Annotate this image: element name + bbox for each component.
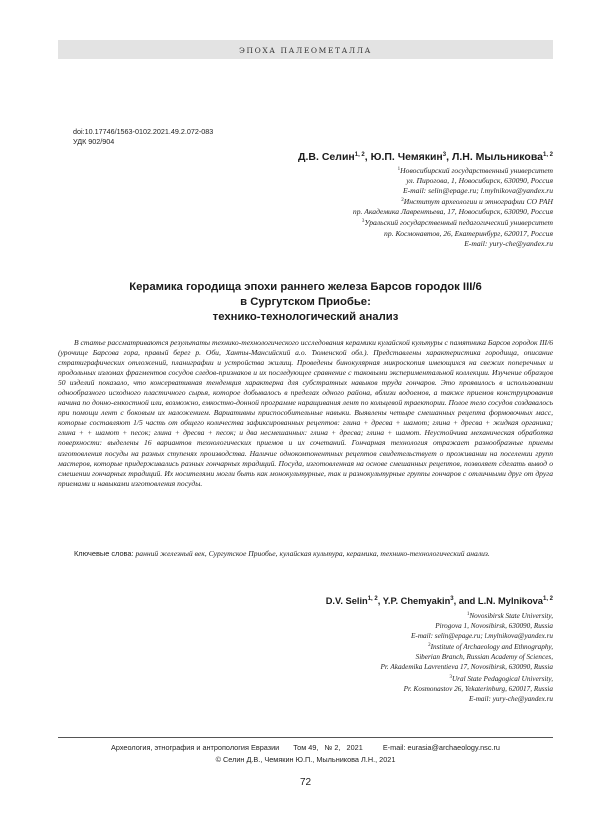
title-line: Керамика городища эпохи раннего железа Барсов городок III/6	[129, 281, 482, 293]
author-name: D.V. Selin	[325, 596, 368, 606]
affiliation-mark: 3	[449, 674, 452, 680]
affiliation-mark: 3	[361, 219, 365, 225]
affiliation-line: Pirogova 1, Novosibirsk, 630090, Russia	[435, 622, 553, 631]
keywords-label: Ключевые слова:	[74, 549, 134, 558]
copyright: © Селин Д.В., Чемякин Ю.П., Мыльникова Л.Н., 2021	[215, 755, 396, 764]
affiliations-ru	[353, 165, 553, 249]
journal-name: Археология, этнография и антропология Евразии	[111, 743, 280, 752]
affiliation-line: Pr. Akademika Lavrentieva 17, Novosibirsk, 630090, Russia	[380, 663, 553, 672]
journal-email[interactable]: E-mail: eurasia@archaeology.nsc.ru	[382, 743, 500, 752]
affiliation-line: ул. Пирогова, 1, Новосибирск, 630090, Россия	[406, 176, 553, 186]
author-name: Ю.П. Чемякин	[370, 151, 443, 163]
page-number: 72	[299, 777, 312, 788]
article-title	[58, 280, 553, 325]
keywords	[58, 549, 553, 559]
author-affiliation-mark: 1, 2	[354, 152, 365, 158]
abstract-text: В статье рассматриваются результаты технико-технологического исследования керамики кулайской культуры с памятника Барсов городок III/6 (урочище Барсова гора, правый берег р. Оби, Ханты-Мансийский а.о. Тюменской обл.). Представлены характеристика городища, описание стратиграфических отложений, планиграфии и устройства жилищ. Проведены бинокулярная микроскопия имеющихся на свежих поперечных и продольных изломах фрагментов сосудов следов-признаков и их последующее сравнение с таковыми экспериментальной коллекции. Изучение образцов 50 изделий показало, что консервативная тенденция характерна для субстратных навыков труда гончаров. Это проявилось в использовании однообразного исходного пластичного сырья, которое добывалось в пределах одного района, вблизи водоемов, а также приемов конструирования начина по донно-емкостной или, возможно, емкостно-донной программе наращивания лент по кольцевой траектории. Полое тело сосудов создавалось при помощи лент с боковым их наложением. Вариативны приспособительные навыки. Выявлены четыре смешанных рецепта формовочных масс, которые составляют 1/5 часть от общего количества зафиксированных рецептов: глина + дресва + шамот; глина + дресва + жидкая органика; глина + + шамот + песок; глина + дресва + песок; и два несмешанных: глина + дресва; глина + шамот. Неустойчива механическая обработка поверхности: выделены 16 вариантов технологических приемов и их сочетаний. Гончарная технология отражает разнообразные приемы изготовления посуды на разных ступенях производства. Наличие однокомпонентных рецептов свидетельствует о проживании на поселении групп мастеров, которые придерживались разных гончарных традиций. Посуда, изготовленная на основе смешанных рецептов, позволяет сделать вывод о смешении гончарных традиций. Их носителями могли быть как монокультурные, так и разнокультурные группы гончаров с отличными друг от друга приемами и навыками изготовления посуды.	[58, 338, 553, 488]
affiliation-email: E-mail: yury-che@yandex.ru	[464, 238, 553, 248]
affiliation-line: пр. Академика Лаврентьева, 17, Новосибирск, 630090, Россия	[352, 207, 553, 217]
doi[interactable]: doi:10.17746/1563-0102.2021.49.2.072-083	[73, 127, 214, 136]
author-affiliation-mark: 1, 2	[367, 596, 378, 602]
keywords-text: ранний железный век, Сургутское Приобье, кулайская культура, керамика, технико-технологический анализ.	[135, 549, 490, 558]
title-line: в Сургутском Приобье:	[240, 296, 371, 308]
footer-divider	[58, 737, 553, 738]
affiliation-mark: 2	[401, 198, 404, 204]
author-name: Л.Н. Мыльникова	[451, 151, 543, 163]
affiliation-line: $^3$Ural State Pedagogical University,	[449, 674, 553, 683]
affiliation-line: $^1$Novosibirsk State University,	[466, 612, 553, 620]
affiliation-email: E-mail: yury-che@yandex.ru	[468, 694, 553, 703]
authors-ru: Д.В. Селин$^{1, 2}$, Ю.П. Чемякин$^3$, Л.Н. Мыльникова$^{1, 2}$	[298, 151, 553, 163]
affiliation-line: пр. Космонавтов, 26, Екатеринбург, 620017, Россия	[384, 228, 553, 238]
affiliation-line: Pr. Kosmonastov 26, Yekaterinburg, 620017, Russia	[403, 684, 553, 693]
author-name: Y.P. Chemyakin	[382, 596, 451, 606]
section-title: ЭПОХА ПАЛЕОМЕТАЛЛА	[239, 46, 372, 55]
title-line: технико-технологический анализ	[212, 311, 399, 323]
affiliations-en	[381, 610, 553, 704]
section-header-band	[58, 40, 553, 59]
author-name: L.N. Mylnikova	[477, 596, 543, 606]
affiliation-mark: 1	[466, 612, 470, 617]
author-affiliation-mark: 1, 2	[542, 596, 553, 602]
author-affiliation-mark: 3	[450, 596, 454, 602]
author-affiliation-mark: 3	[442, 152, 447, 158]
affiliation-line: $^1$Новосибирский государственный университет	[397, 166, 553, 175]
authors-en: D.V. Selin$^{1, 2}$, Y.P. Chemyakin$^3$, and L.N. Mylnikova$^{1, 2}$	[325, 596, 553, 606]
journal-issue: № 2,	[324, 743, 341, 752]
affiliation-line: $^3$Уральский государственный педагогический университет	[361, 218, 553, 228]
affiliation-email: E-mail: selin@epage.ru; l.mylnikova@yandex.ru	[411, 632, 553, 641]
journal-year: 2021	[346, 743, 363, 752]
affiliation-line: $^2$Institute of Archaeology and Ethnography,	[428, 643, 553, 652]
author-name: Д.В. Селин	[298, 151, 355, 163]
abstract	[58, 338, 553, 489]
journal-footer	[58, 743, 553, 752]
author-affiliation-mark: 1, 2	[542, 152, 553, 158]
affiliation-line: Siberian Branch, Russian Academy of Sciences,	[415, 653, 553, 662]
affiliation-email: E-mail: selin@epage.ru; l.mylnikova@yandex.ru	[403, 186, 553, 196]
udk-code: УДК 902/904	[73, 137, 115, 146]
journal-volume: Том 49,	[293, 743, 319, 752]
affiliation-line: $^2$Институт археологии и этнографии СО РАН	[401, 197, 553, 207]
affiliation-mark: 1	[397, 167, 401, 172]
affiliation-mark: 2	[428, 643, 431, 649]
